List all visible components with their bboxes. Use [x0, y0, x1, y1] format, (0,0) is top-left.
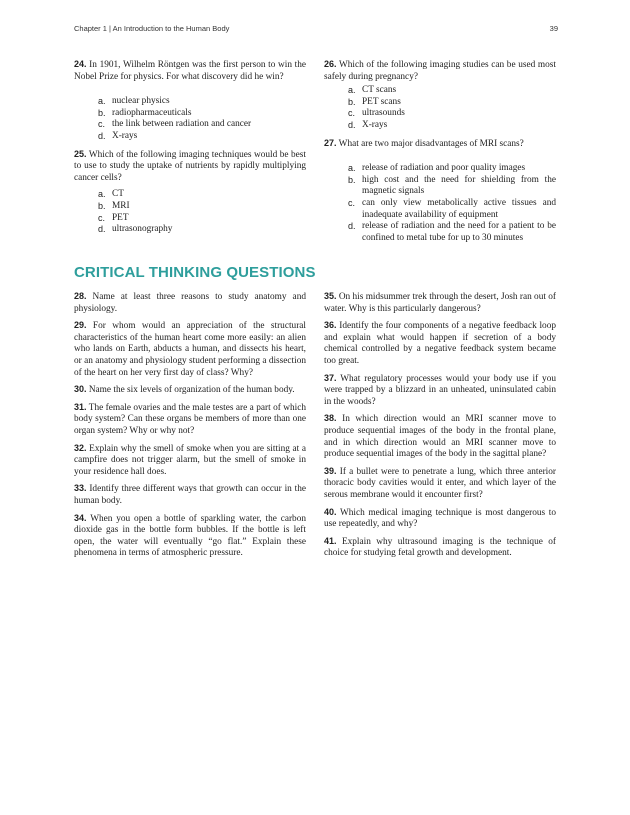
question-24 [74, 59, 306, 143]
answer-options [74, 189, 306, 235]
option-c: c. ultrasounds [348, 108, 405, 119]
critical-questions-left [74, 291, 306, 565]
option-a: a. release of radiation and poor quality images [348, 163, 526, 174]
option-d: d. X-rays [98, 130, 138, 141]
question-35: 35. On his midsummer trek through the desert, Josh ran out of water. Why is this particularly dangerous? [324, 291, 556, 314]
question-number: 25. [74, 148, 87, 159]
question-31: 31. The female ovaries and the male testes are a part of which body system? Can these organs be members of more than one organ system? Why or why not? [74, 401, 306, 436]
question-26 [324, 59, 556, 132]
question-text: What are two major disadvantages of MRI scans? [338, 138, 524, 149]
review-questions-left [74, 59, 306, 242]
question-number: 27. [324, 137, 337, 148]
question-39: 39. If a bullet were to penetrate a lung, which three anterior thoracic body cavities would it enter, and which layer of the serous membrane would it encounter first? [324, 465, 557, 500]
critical-questions-right [324, 291, 556, 565]
question-41: 41. Explain why ultrasound imaging is the technique of choice for studying fetal growth and development. [324, 535, 557, 559]
option-a: a. CT scans [348, 85, 397, 96]
question-34: 34. When you open a bottle of sparkling water, the carbon dioxide gas in the bottle form bubbles. If the bottle is left open, the water will eventually “go flat.” Explain these phenomena in terms of atmospheric pressure. [74, 512, 306, 559]
option-a: a. nuclear physics [98, 96, 170, 107]
chapter-title: Chapter 1 | An Introduction to the Human Body [74, 24, 230, 33]
question-28: 28. Name at least three reasons to study anatomy and physiology. [74, 291, 306, 314]
question-38: 38. In which direction would an MRI scanner move to produce sequential images of the body in the frontal plane, and in which direction would an MRI scanner move to produce sequential images of the body in the sagittal plane? [324, 413, 556, 460]
option-c: c. can only view metabolically active tissues and inadequate availability of equipment [348, 197, 556, 220]
option-d: d. ultrasonography [98, 224, 173, 235]
option-b: b. MRI [98, 200, 130, 211]
option-c: c. the link between radiation and cancer [98, 119, 252, 130]
question-text: Which of the following imaging techniques would be best to use to study the uptake of nutrients by rapidly multiplying cancer cells? [74, 149, 306, 183]
question-number: 26. [324, 59, 337, 69]
page-number: 39 [549, 24, 558, 33]
option-b: b. PET scans [348, 96, 401, 107]
option-a: a. CT [98, 189, 124, 200]
question-number: 24. [74, 59, 87, 69]
question-32: 32. Explain why the smell of smoke when you are sitting at a campfire does not trigger alarm, but the smell of smoke in your residence hall does. [74, 442, 307, 477]
option-b: b. high cost and the need for shielding from the magnetic signals [348, 174, 556, 197]
question-37: 37. What regulatory processes would your body use if you were trapped by a blizzard in an unheated, uninsulated cabin in the woods? [324, 372, 557, 407]
section-title: CRITICAL THINKING QUESTIONS [74, 264, 316, 281]
page-header [74, 24, 558, 33]
question-25 [74, 149, 306, 236]
question-text: In 1901, Wilhelm Röntgen was the first person to win the Nobel Prize for physics. For what discovery did he win? [74, 60, 306, 82]
answer-options [74, 96, 306, 142]
answer-options [324, 85, 556, 131]
question-30: 30. Name the six levels of organization of the human body. [74, 384, 295, 396]
option-c: c. PET [98, 212, 129, 223]
option-d: d. X-rays [348, 119, 388, 130]
question-36: 36. Identify the four components of a negative feedback loop and explain what would happen if secretion of a body chemical controlled by a negative feedback system became too great. [324, 320, 557, 366]
question-40: 40. Which medical imaging technique is most dangerous to use repeatedly, and why? [324, 506, 557, 530]
option-d: d. release of radiation and the need for a patient to be confined to metal tube for up to 30 minutes [348, 221, 556, 243]
question-27 [324, 138, 556, 245]
question-33: 33. Identify three different ways that growth can occur in the human body. [74, 483, 306, 506]
answer-options [324, 163, 556, 244]
option-b: b. radiopharmaceuticals [98, 107, 192, 118]
review-questions-right [324, 59, 556, 250]
question-29: 29. For whom would an appreciation of the structural characteristics of the human heart come more easily: an alien who lands on Earth, abducts a human, and dissects his heart, or an anatomy and physiology student performing a dissection of the heart on her very first day of class? Why? [74, 320, 306, 378]
question-text: Which of the following imaging studies can be used most safely during pregnancy? [324, 60, 556, 82]
